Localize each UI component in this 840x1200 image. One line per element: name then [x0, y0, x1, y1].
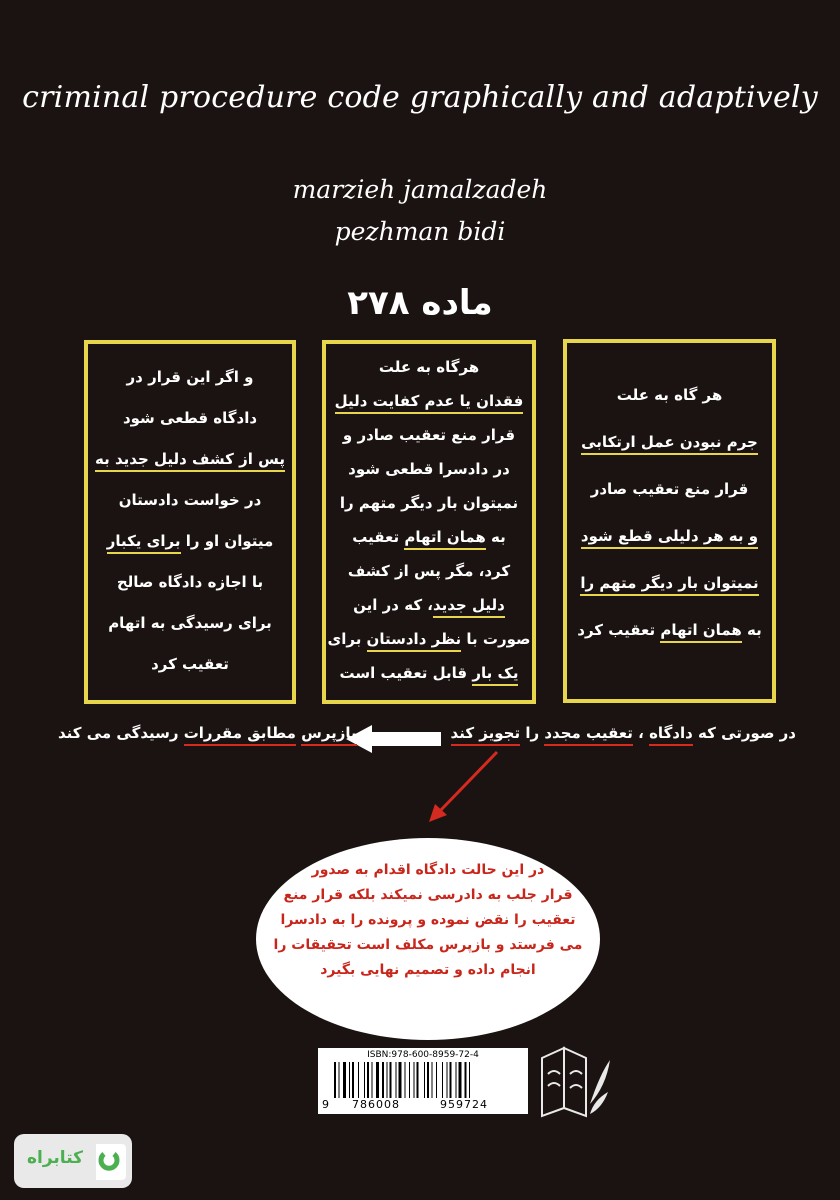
- barcode-bar: [427, 1062, 429, 1098]
- barcode-bar: [364, 1062, 365, 1098]
- box-left-text: [88, 357, 292, 685]
- author-2: pezhman bidi: [334, 217, 506, 246]
- left_box-line: و اگر این قرار در: [126, 368, 254, 386]
- barcode-bar: [339, 1062, 340, 1098]
- isbn-barcode: [318, 1048, 528, 1114]
- middle_box-line: هرگاه به علت: [378, 358, 480, 376]
- condition-text: در صورتی که دادگاه ، تعقیب مجدد را تجویز کند: [451, 724, 796, 742]
- barcode-bar: [390, 1062, 392, 1098]
- note-text: در این حالت دادگاه اقدام به صدور قرار جلب به دادرسی نمیکند بلکه قرار منع تعقیب را نقض نموده و پرونده را به دادسرا می فرستد و بازپرس مکلف است تحقیقات را انجام داده و تصمیم نهایی بگیرد: [273, 862, 583, 978]
- publisher-logo-icon: [534, 1044, 614, 1120]
- barcode-bar: [436, 1062, 437, 1098]
- ketabrah-text: کتابراه: [26, 1148, 84, 1168]
- barcode-bar: [432, 1062, 433, 1098]
- barcode-bar: [405, 1062, 406, 1098]
- barcode-bar: [358, 1062, 359, 1098]
- left_box-line: با اجازه دادگاه صالح: [116, 573, 264, 591]
- result-text: بازپرس مطابق مقررات رسیدگی می کند: [58, 724, 357, 742]
- barcode-bar: [352, 1062, 354, 1098]
- right_box-line: هر گاه به علت: [616, 386, 723, 404]
- article-heading: ماده ۲۷۸: [347, 283, 493, 323]
- left_box-line: برای رسیدگی به اتهام: [108, 614, 272, 632]
- barcode-bar: [465, 1062, 467, 1098]
- middle_box-line: کرد، مگر پس از کشف: [347, 562, 511, 580]
- left_box-line: تعقیب کرد: [151, 655, 229, 673]
- middle_box-line: صورت با نظر دادستان برای: [326, 622, 532, 656]
- barcode-bar: [459, 1062, 462, 1098]
- middle_box-line: نمیتوان بار دیگر متهم را: [339, 494, 519, 512]
- barcode-bars: [334, 1062, 518, 1098]
- middle_box-line: یک بار قابل تعقیب است: [326, 656, 532, 690]
- barcode-bar: [424, 1062, 425, 1098]
- barcode-bar: [417, 1062, 419, 1098]
- left_box-line: در خواست دادستان: [118, 491, 262, 509]
- barcode-bar: [414, 1062, 415, 1098]
- left_box-line: دادگاه قطعی شود: [122, 409, 258, 427]
- author-1: marzieh jamalzadeh: [292, 175, 548, 204]
- box-middle-text: [326, 350, 532, 690]
- barcode-digit-lead: 9: [322, 1098, 329, 1111]
- barcode-group-2: 959724: [440, 1098, 488, 1111]
- red-arrow-icon: [425, 748, 505, 826]
- middle_box-line: دلیل جدید، که در این: [326, 588, 532, 622]
- ketabrah-watermark: [14, 1134, 132, 1188]
- middle_box-line: به همان اتهام تعقیب: [326, 520, 532, 554]
- box-right-text: [567, 372, 772, 654]
- barcode-bar: [456, 1062, 457, 1098]
- left_box-line: پس از کشف دلیل جدید به: [88, 439, 292, 480]
- barcode-bar: [387, 1062, 388, 1098]
- barcode-bar: [376, 1062, 379, 1098]
- right_box-line: جرم نبودن عمل ارتکابی: [567, 419, 772, 466]
- ketabrah-logo-icon: [90, 1140, 128, 1182]
- right_box-line: و به هر دلیلی قطع شود: [567, 513, 772, 560]
- middle_box-line: فقدان یا عدم کفایت دلیل: [326, 384, 532, 418]
- barcode-bar: [399, 1062, 402, 1098]
- isbn-text: ISBN:978-600-8959-72-4: [367, 1050, 479, 1060]
- right_box-line: به همان اتهام تعقیب کرد: [567, 607, 772, 654]
- barcode-group-1: 786008: [352, 1098, 400, 1111]
- book-title: criminal procedure code graphically and adaptively: [22, 80, 818, 115]
- barcode-bar: [469, 1062, 470, 1098]
- barcode-bar: [367, 1062, 369, 1098]
- middle_box-line: در دادسرا قطعی شود: [348, 460, 510, 478]
- barcode-bar: [396, 1062, 397, 1098]
- barcode-bar: [334, 1062, 336, 1098]
- barcode-bar: [343, 1062, 346, 1098]
- barcode-bar: [447, 1062, 448, 1098]
- barcode-bar: [450, 1062, 452, 1098]
- right_box-line: نمیتوان بار دیگر متهم را: [567, 560, 772, 607]
- barcode-bar: [372, 1062, 373, 1098]
- barcode-bar: [409, 1062, 410, 1098]
- left_box-line: میتوان او را برای یکبار: [88, 521, 292, 562]
- barcode-bar: [349, 1062, 350, 1098]
- right_box-line: قرار منع تعقیب صادر: [590, 480, 749, 498]
- barcode-bar: [382, 1062, 384, 1098]
- middle_box-line: قرار منع تعقیب صادر و: [342, 426, 516, 444]
- barcode-bar: [442, 1062, 443, 1098]
